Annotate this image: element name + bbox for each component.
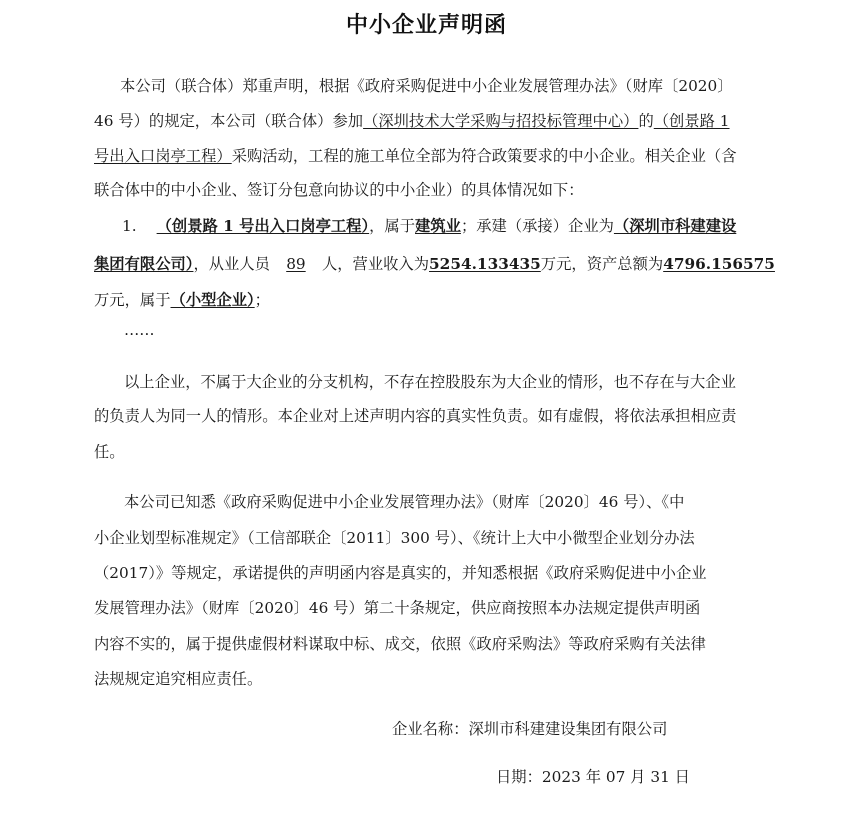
- item-1-line-3: [94, 288, 270, 310]
- project-name-part2: 号出入口岗亭工程）: [94, 147, 232, 165]
- knowledge-line-1: 本公司已知悉《政府采购促进中小企业发展管理办法》（财库〔2020〕46 号）、《中: [124, 493, 685, 511]
- item-text: ；承建（承接）企业为: [460, 217, 614, 235]
- not-large-line-2: 的负责人为同一人的情形。本企业对上述声明内容的真实性负责。如有虚假，将依法承担相应责: [94, 407, 737, 425]
- item-1-line-1: [122, 214, 736, 236]
- date-value: 2023 年 07 月 31 日: [541, 768, 690, 786]
- item-text: ，属于: [124, 291, 171, 309]
- declaration-line-2: [94, 109, 730, 131]
- item-number: 1.: [122, 217, 137, 235]
- item-revenue: 5254.133435: [429, 255, 541, 273]
- item-text: 万元: [94, 291, 125, 309]
- item-assets: 4796.156575: [663, 255, 775, 273]
- date-label: 日期：: [496, 768, 542, 786]
- item-staff-count: 89: [286, 255, 306, 273]
- item-industry: 建筑业: [415, 217, 461, 235]
- item-enterprise-size: （小型企业）: [170, 291, 255, 309]
- declaration-line-1: 本公司（联合体）郑重声明，根据《政府采购促进中小企业发展管理办法》（财库〔2020〕: [120, 77, 733, 95]
- not-large-line-3: 任。: [94, 443, 125, 461]
- item-project: （创景路 1 号出入口岗亭工程）: [156, 217, 370, 235]
- knowledge-line-2: 小企业划型标准规定》（工信部联企〔2011〕300 号）、《统计上大中小微型企业划分办法: [94, 529, 695, 547]
- item-text: 万元，资产总额为: [540, 255, 664, 273]
- item-1-line-2: [94, 252, 775, 274]
- item-text: 人，营业收入为: [321, 255, 430, 273]
- project-name-part1: （创景路 1: [653, 112, 730, 130]
- declaration-text: 46 号）的规定，本公司（联合体）参加: [94, 112, 364, 130]
- declaration-line-4: 联合体中的中小企业、签订分包意向协议的中小企业）的具体情况如下：: [94, 181, 584, 199]
- declaration-line-3: [94, 144, 737, 166]
- declaration-text: 采购活动，工程的施工单位全部为符合政策要求的中小企业。相关企业（含: [231, 147, 737, 165]
- document-title: 中小企业声明函: [345, 13, 507, 38]
- not-large-line-1: 以上企业，不属于大企业的分支机构，不存在控股股东为大企业的情形，也不存在与大企业: [124, 373, 736, 391]
- item-company-part1: （深圳市科建建设: [613, 217, 737, 235]
- declaration-text: 的: [638, 112, 654, 130]
- date-line: [496, 765, 690, 787]
- buyer-name: （深圳技术大学采购与招投标管理中心）: [363, 112, 639, 130]
- knowledge-line-5: 内容不实的，属于提供虚假材料谋取中标、成交，依照《政府采购法》等政府采购有关法律: [94, 635, 706, 653]
- item-text: ，属于: [369, 217, 416, 235]
- item-text: ；: [254, 291, 270, 309]
- company-name: 深圳市科建建设集团有限公司: [468, 720, 668, 738]
- item-company-part2: 集团有限公司）: [94, 255, 194, 273]
- knowledge-line-4: 发展管理办法》（财库〔2020〕46 号）第二十条规定，供应商按照本办法规定提供声明函: [94, 599, 701, 617]
- item-text: ，从业人员: [193, 255, 270, 273]
- ellipsis: ……: [124, 321, 155, 339]
- company-label: 企业名称：: [392, 720, 469, 738]
- company-signature: [392, 717, 667, 739]
- knowledge-line-3: （2017）》等规定，承诺提供的声明函内容是真实的，并知悉根据《政府采购促进中小企业: [94, 564, 707, 582]
- knowledge-line-6: 法规规定追究相应责任。: [94, 670, 263, 688]
